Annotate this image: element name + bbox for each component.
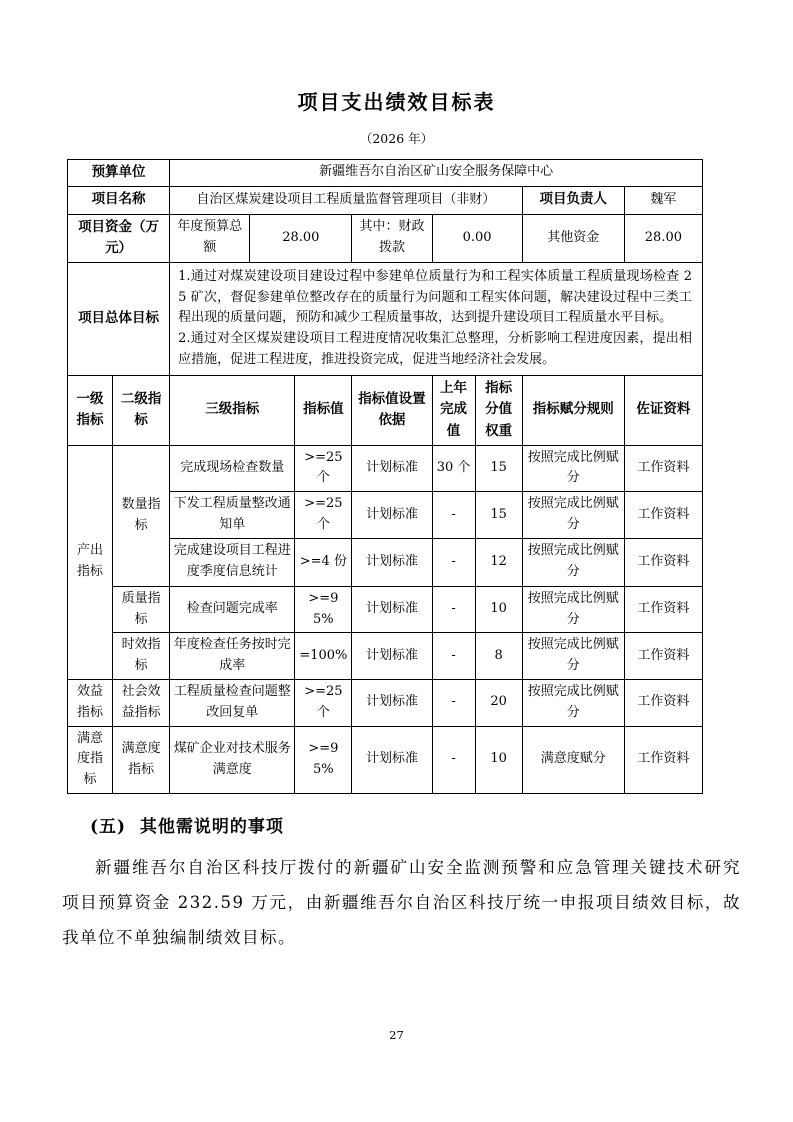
cell-evidence: 工作资料 <box>624 726 702 793</box>
cell-indicator-value: >=4 份 <box>295 538 352 586</box>
cell-prev-year-value: - <box>432 492 475 539</box>
project-leader-label: 项目负责人 <box>522 186 624 214</box>
header-level3: 三级指标 <box>170 375 295 445</box>
indicator-header-row <box>68 375 703 445</box>
level2-timeliness-indicator: 时效指标 <box>113 633 170 680</box>
header-level1: 一级指标 <box>68 375 113 445</box>
cell-indicator-basis: 计划标准 <box>352 586 432 633</box>
cell-weight: 15 <box>475 445 522 492</box>
fiscal-allocation-label: 其中：财政拨款 <box>352 214 432 262</box>
cell-indicator-name: 下发工程质量整改通知单 <box>170 492 295 539</box>
header-level2: 二级指标 <box>113 375 170 445</box>
project-funds-row <box>68 214 703 262</box>
cell-scoring-rule: 按照完成比例赋分 <box>522 492 624 539</box>
level2-quantity-indicator: 数量指标 <box>113 445 170 586</box>
cell-scoring-rule: 按照完成比例赋分 <box>522 538 624 586</box>
cell-evidence: 工作资料 <box>624 492 702 539</box>
cell-indicator-name: 年度检查任务按时完成率 <box>170 633 295 680</box>
indicator-row <box>68 445 703 492</box>
budget-unit-row <box>68 160 703 187</box>
cell-prev-year-value: - <box>432 726 475 793</box>
overall-goal-row <box>68 262 703 375</box>
level2-quality-indicator: 质量指标 <box>113 586 170 633</box>
level1-output-indicator: 产出指标 <box>68 445 113 679</box>
cell-scoring-rule: 按照完成比例赋分 <box>522 679 624 726</box>
cell-indicator-basis: 计划标准 <box>352 633 432 680</box>
cell-indicator-value: >=25 个 <box>295 445 352 492</box>
annual-budget-value: 28.00 <box>250 214 352 262</box>
cell-indicator-value: >=95% <box>295 726 352 793</box>
notes-heading: (五) 其他需说明的事项 <box>90 816 284 837</box>
cell-evidence: 工作资料 <box>624 586 702 633</box>
cell-prev-year-value: - <box>432 679 475 726</box>
cell-weight: 10 <box>475 586 522 633</box>
budget-unit-value: 新疆维吾尔自治区矿山安全服务保障中心 <box>170 160 703 187</box>
overall-goal-text <box>170 262 703 375</box>
header-value: 指标值 <box>295 375 352 445</box>
cell-indicator-basis: 计划标准 <box>352 445 432 492</box>
header-evidence: 佐证资料 <box>624 375 702 445</box>
cell-indicator-name: 工程质量检查问题整改回复单 <box>170 679 295 726</box>
header-basis: 指标值设置依据 <box>352 375 432 445</box>
cell-indicator-name: 煤矿企业对技术服务满意度 <box>170 726 295 793</box>
cell-prev-year-value: 30 个 <box>432 445 475 492</box>
cell-indicator-name: 检查问题完成率 <box>170 586 295 633</box>
level1-benefit-indicator: 效益指标 <box>68 679 113 726</box>
annual-budget-label: 年度预算总额 <box>170 214 250 262</box>
project-name-value: 自治区煤炭建设项目工程质量监督管理项目（非财） <box>170 186 522 214</box>
cell-indicator-value: =100% <box>295 633 352 680</box>
page-subtitle: （2026 年） <box>359 131 434 146</box>
overall-goal-item-1: 1.通过对煤炭建设项目建设过程中参建单位质量行为和工程实体质量工程质量现场检查 25 矿次，督促参建单位整改存在的质量行为问题和工程实体问题，解决建设过程中三类工程出现的质量问题，预防和减少工程质量事故，达到提升建设项目工程质量水平目标。 <box>178 268 692 326</box>
header-rule: 指标赋分规则 <box>522 375 624 445</box>
cell-prev-year-value: - <box>432 586 475 633</box>
cell-evidence: 工作资料 <box>624 633 702 680</box>
cell-weight: 15 <box>475 492 522 539</box>
cell-indicator-value: >=95% <box>295 586 352 633</box>
level1-satisfaction-indicator: 满意度指标 <box>68 726 113 793</box>
cell-weight: 20 <box>475 679 522 726</box>
level2-satisfaction-indicator: 满意度指标 <box>113 726 170 793</box>
cell-scoring-rule: 满意度赋分 <box>522 726 624 793</box>
notes-paragraph: 新疆维吾尔自治区科技厅拨付的新疆矿山安全监测预警和应急管理关键技术研究项目预算资金 232.59 万元，由新疆维吾尔自治区科技厅统一申报项目绩效目标，故我单位不单独编制绩效目标。 <box>62 857 741 947</box>
cell-indicator-basis: 计划标准 <box>352 679 432 726</box>
cell-scoring-rule: 按照完成比例赋分 <box>522 633 624 680</box>
other-funds-value: 28.00 <box>624 214 702 262</box>
cell-scoring-rule: 按照完成比例赋分 <box>522 445 624 492</box>
cell-indicator-name: 完成建设项目工程进度季度信息统计 <box>170 538 295 586</box>
project-leader-value: 魏军 <box>624 186 702 214</box>
cell-indicator-basis: 计划标准 <box>352 538 432 586</box>
cell-prev-year-value: - <box>432 633 475 680</box>
project-name-label: 项目名称 <box>68 186 170 214</box>
project-name-row <box>68 186 703 214</box>
page-number: 27 <box>389 1028 404 1042</box>
cell-prev-year-value: - <box>432 538 475 586</box>
indicator-row <box>68 679 703 726</box>
budget-unit-label: 预算单位 <box>68 160 170 187</box>
cell-evidence: 工作资料 <box>624 538 702 586</box>
cell-evidence: 工作资料 <box>624 679 702 726</box>
indicator-row <box>68 726 703 793</box>
performance-target-table <box>67 159 703 794</box>
header-weight: 指标分值权重 <box>475 375 522 445</box>
overall-goal-label: 项目总体目标 <box>68 262 170 375</box>
header-prev-year: 上年完成值 <box>432 375 475 445</box>
project-funds-label: 项目资金（万元） <box>68 214 170 262</box>
cell-indicator-value: >=25 个 <box>295 679 352 726</box>
fiscal-allocation-value: 0.00 <box>432 214 522 262</box>
indicator-row <box>68 586 703 633</box>
indicator-row <box>68 633 703 680</box>
cell-indicator-name: 完成现场检查数量 <box>170 445 295 492</box>
cell-indicator-basis: 计划标准 <box>352 492 432 539</box>
page-title: 项目支出绩效目标表 <box>297 90 496 114</box>
cell-evidence: 工作资料 <box>624 445 702 492</box>
cell-indicator-value: >=25 个 <box>295 492 352 539</box>
notes-section <box>62 812 741 955</box>
cell-weight: 8 <box>475 633 522 680</box>
cell-indicator-basis: 计划标准 <box>352 726 432 793</box>
cell-scoring-rule: 按照完成比例赋分 <box>522 586 624 633</box>
cell-weight: 10 <box>475 726 522 793</box>
cell-weight: 12 <box>475 538 522 586</box>
other-funds-label: 其他资金 <box>522 214 624 262</box>
level2-social-benefit-indicator: 社会效益指标 <box>113 679 170 726</box>
overall-goal-item-2: 2.通过对全区煤炭建设项目工程进度情况收集汇总整理，分析影响工程进度因素，提出相应措施，促进工程进度，推进投资完成，促进当地经济社会发展。 <box>178 331 692 367</box>
